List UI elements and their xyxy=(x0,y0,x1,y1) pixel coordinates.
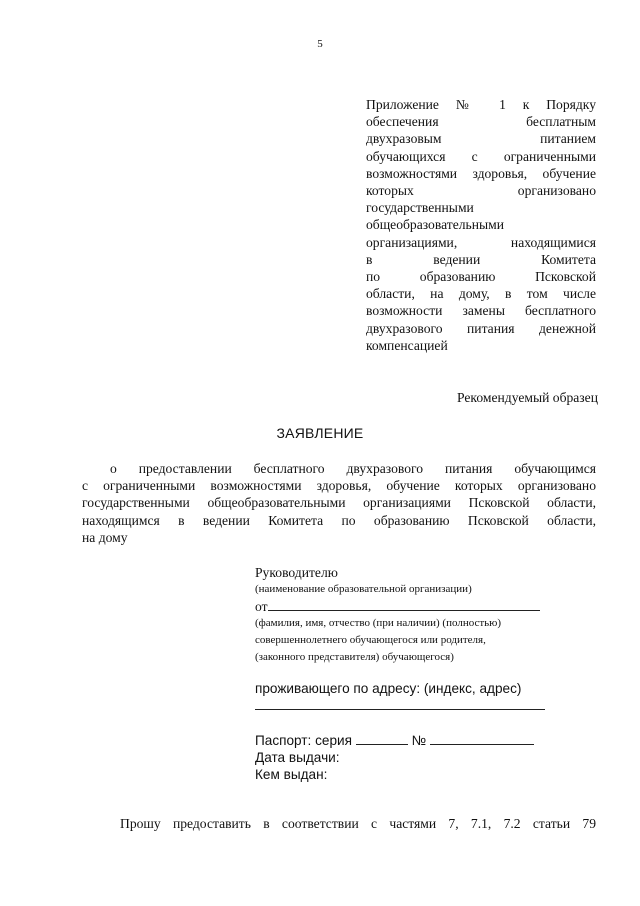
passport-number-field[interactable] xyxy=(430,732,534,745)
appendix-line: двухразовым питанием xyxy=(366,131,596,147)
document-title: ЗАЯВЛЕНИЕ xyxy=(276,425,364,441)
appendix-line: государственными xyxy=(366,200,474,216)
appendix-line: возможности замены бесплатного xyxy=(366,303,596,319)
appendix-line: области, на дому, в том числе xyxy=(366,286,596,302)
passport-series-field[interactable] xyxy=(356,732,408,745)
recommended-sample-label: Рекомендуемый образец xyxy=(457,390,598,405)
appendix-line: общеобразовательными xyxy=(366,217,505,233)
from-label: от xyxy=(255,599,268,614)
appendix-line: в ведении Комитета xyxy=(366,251,596,267)
page-number: 5 xyxy=(317,38,323,50)
issued-by-label: Кем выдан: xyxy=(255,767,328,782)
from-hint: (фамилия, имя, отчество (при наличии) (полностью) xyxy=(255,617,502,629)
from-hint: совершеннолетнего обучающегося или родителя, xyxy=(255,634,486,646)
appendix-line: двухразового питания денежной xyxy=(366,320,596,336)
org-hint: (наименование образовательной организации) xyxy=(255,583,472,595)
subject-line: государственными общеобразовательными организациями Псковской области, xyxy=(82,495,596,511)
address-field[interactable] xyxy=(255,697,545,710)
residence-label: проживающего по адресу: (индекс, адрес) xyxy=(255,681,522,696)
appendix-line: организациями, находящимися xyxy=(366,234,596,250)
appendix-line: обучающихся с ограниченными xyxy=(366,148,596,164)
passport-row xyxy=(255,732,550,749)
appendix-line: возможностями здоровья, обучение xyxy=(366,165,596,181)
appendix-line: по образованию Псковской xyxy=(366,269,596,285)
application-subject xyxy=(82,460,596,546)
to-label: Руководителю xyxy=(255,565,338,580)
appendix-line: которых организовано xyxy=(366,183,596,199)
subject-line: с ограниченными возможностями здоровья, обучение которых организовано xyxy=(82,478,596,494)
addressee-block xyxy=(255,564,550,783)
subject-line: о предоставлении бесплатного двухразового питания обучающимся xyxy=(110,461,596,476)
subject-line: находящимся в ведении Комитета по образованию Псковской области, xyxy=(82,512,596,528)
passport-series-label: Паспорт: серия xyxy=(255,733,352,748)
issue-date-label: Дата выдачи: xyxy=(255,750,340,765)
appendix-line: Приложение № 1 к Порядку xyxy=(366,97,596,112)
subject-line: на дому xyxy=(82,529,128,545)
appendix-line: компенсацией xyxy=(366,337,448,353)
appendix-note xyxy=(366,96,596,354)
passport-number-label: № xyxy=(411,733,427,748)
from-name-field[interactable] xyxy=(268,598,540,611)
request-paragraph: Прошу предоставить в соответствии с частями 7, 7.1, 7.2 статьи 79 xyxy=(120,816,596,831)
from-hint: (законного представителя) обучающегося) xyxy=(255,651,454,663)
appendix-line: обеспечения бесплатным xyxy=(366,114,596,130)
from-row xyxy=(255,598,550,615)
